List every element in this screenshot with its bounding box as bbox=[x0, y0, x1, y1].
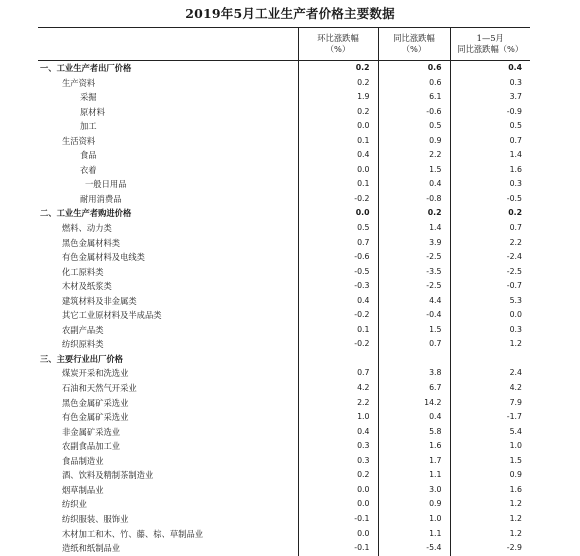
row-ytd-value: 7.9 bbox=[450, 396, 530, 411]
row-mom-value: 0.7 bbox=[298, 366, 378, 381]
row-ytd-value: 1.4 bbox=[450, 148, 530, 163]
row-label: 农副食品加工业 bbox=[62, 441, 121, 452]
row-yoy-value: 1.7 bbox=[378, 454, 450, 469]
row-label: 一般日用品 bbox=[85, 179, 127, 190]
row-mom-value: -0.2 bbox=[298, 308, 378, 323]
table-row bbox=[38, 381, 530, 396]
row-yoy-value: 3.9 bbox=[378, 236, 450, 251]
row-ytd-value: 0.3 bbox=[450, 323, 530, 338]
table-row bbox=[38, 527, 530, 542]
row-label: 木材加工和木、竹、藤、棕、草制品业 bbox=[62, 528, 204, 539]
row-label: 生产资料 bbox=[62, 77, 96, 88]
row-yoy-value: 1.0 bbox=[378, 512, 450, 527]
table-row bbox=[38, 163, 530, 178]
row-label: 建筑材料及非金属类 bbox=[62, 295, 137, 306]
row-mom-value: 2.2 bbox=[298, 396, 378, 411]
row-label: 有色金属矿采选业 bbox=[62, 412, 129, 423]
table-row bbox=[38, 497, 530, 512]
row-mom-value: -0.2 bbox=[298, 337, 378, 352]
row-mom-value: 0.0 bbox=[298, 497, 378, 512]
row-ytd-value: 5.4 bbox=[450, 425, 530, 440]
table-row bbox=[38, 134, 530, 149]
row-ytd-value: -2.9 bbox=[450, 541, 530, 556]
row-mom-value: 0.4 bbox=[298, 148, 378, 163]
table-row bbox=[38, 352, 530, 367]
row-ytd-value: 1.2 bbox=[450, 512, 530, 527]
table-row bbox=[38, 250, 530, 265]
row-yoy-value: 0.2 bbox=[378, 206, 450, 221]
table-row bbox=[38, 105, 530, 120]
table-row bbox=[38, 265, 530, 280]
table-row bbox=[38, 439, 530, 454]
row-mom-value: 0.2 bbox=[298, 468, 378, 483]
row-mom-value: -0.2 bbox=[298, 192, 378, 207]
header-item-column bbox=[38, 28, 298, 61]
row-ytd-value: -0.9 bbox=[450, 105, 530, 120]
row-yoy-value: 3.0 bbox=[378, 483, 450, 498]
row-label: 一、工业生产者出厂价格 bbox=[40, 63, 132, 73]
row-yoy-value: 0.9 bbox=[378, 497, 450, 512]
row-yoy-value: 3.8 bbox=[378, 366, 450, 381]
table-row bbox=[38, 410, 530, 425]
row-label: 煤炭开采和洗选业 bbox=[62, 368, 129, 379]
row-mom-value: 0.0 bbox=[298, 206, 378, 221]
row-mom-value: 4.2 bbox=[298, 381, 378, 396]
row-label: 耐用消费品 bbox=[80, 193, 122, 204]
header-yoy-line2: （%） bbox=[401, 44, 427, 54]
row-label: 衣着 bbox=[80, 164, 97, 175]
row-yoy-value: 1.1 bbox=[378, 468, 450, 483]
row-mom-value: 0.1 bbox=[298, 134, 378, 149]
row-ytd-value: 4.2 bbox=[450, 381, 530, 396]
row-mom-value: -0.6 bbox=[298, 250, 378, 265]
row-ytd-value: 1.2 bbox=[450, 527, 530, 542]
row-ytd-value bbox=[450, 352, 530, 367]
row-yoy-value: -2.5 bbox=[378, 250, 450, 265]
row-ytd-value: 0.4 bbox=[450, 61, 530, 76]
row-yoy-value: 1.5 bbox=[378, 323, 450, 338]
row-yoy-value: 1.5 bbox=[378, 163, 450, 178]
row-yoy-value: 4.4 bbox=[378, 294, 450, 309]
table-row bbox=[38, 454, 530, 469]
table-row bbox=[38, 221, 530, 236]
row-mom-value: -0.1 bbox=[298, 541, 378, 556]
row-ytd-value: 0.5 bbox=[450, 119, 530, 134]
table-header bbox=[38, 28, 530, 61]
row-mom-value: 0.1 bbox=[298, 177, 378, 192]
table-row bbox=[38, 177, 530, 192]
row-yoy-value: 1.6 bbox=[378, 439, 450, 454]
header-mom-line2: （%） bbox=[325, 44, 351, 54]
row-ytd-value: 1.6 bbox=[450, 163, 530, 178]
row-mom-value: 0.5 bbox=[298, 221, 378, 236]
header-ytd-line2: 同比涨跌幅（%） bbox=[457, 44, 524, 54]
row-ytd-value: 1.2 bbox=[450, 497, 530, 512]
row-yoy-value: 0.4 bbox=[378, 410, 450, 425]
table-row bbox=[38, 396, 530, 411]
row-mom-value: 0.2 bbox=[298, 105, 378, 120]
row-ytd-value: 3.7 bbox=[450, 90, 530, 105]
row-yoy-value: 14.2 bbox=[378, 396, 450, 411]
row-ytd-value: 0.0 bbox=[450, 308, 530, 323]
row-yoy-value: 1.4 bbox=[378, 221, 450, 236]
row-ytd-value: 0.9 bbox=[450, 468, 530, 483]
row-mom-value: 0.2 bbox=[298, 76, 378, 91]
row-label: 化工原料类 bbox=[62, 266, 104, 277]
row-mom-value: 1.9 bbox=[298, 90, 378, 105]
row-ytd-value: -2.5 bbox=[450, 265, 530, 280]
header-yoy-line1: 同比涨跌幅 bbox=[393, 33, 435, 43]
row-ytd-value: 0.3 bbox=[450, 76, 530, 91]
row-yoy-value: 6.1 bbox=[378, 90, 450, 105]
row-label: 采掘 bbox=[80, 92, 97, 103]
row-mom-value: -0.3 bbox=[298, 279, 378, 294]
row-mom-value: 0.3 bbox=[298, 439, 378, 454]
row-label: 燃料、动力类 bbox=[62, 223, 112, 234]
row-mom-value: -0.1 bbox=[298, 512, 378, 527]
row-yoy-value: -5.4 bbox=[378, 541, 450, 556]
table-row bbox=[38, 206, 530, 221]
table-row bbox=[38, 236, 530, 251]
row-yoy-value: 6.7 bbox=[378, 381, 450, 396]
table-row bbox=[38, 76, 530, 91]
row-yoy-value: 0.6 bbox=[378, 76, 450, 91]
table-row bbox=[38, 512, 530, 527]
row-label: 黑色金属矿采选业 bbox=[62, 397, 129, 408]
header-ytd bbox=[450, 28, 530, 61]
row-label: 有色金属材料及电线类 bbox=[62, 252, 145, 263]
table-row bbox=[38, 541, 530, 556]
table-row bbox=[38, 468, 530, 483]
row-label: 黑色金属材料类 bbox=[62, 237, 121, 248]
row-label: 加工 bbox=[80, 121, 97, 132]
row-mom-value: 0.0 bbox=[298, 163, 378, 178]
row-yoy-value: -0.8 bbox=[378, 192, 450, 207]
table-row bbox=[38, 119, 530, 134]
table-row bbox=[38, 483, 530, 498]
row-label: 其它工业原材料及半成品类 bbox=[62, 310, 162, 321]
row-mom-value: 0.4 bbox=[298, 425, 378, 440]
row-yoy-value: 1.1 bbox=[378, 527, 450, 542]
row-label: 食品 bbox=[80, 150, 97, 161]
row-ytd-value: 1.6 bbox=[450, 483, 530, 498]
row-label: 造纸和纸制品业 bbox=[62, 543, 121, 554]
row-yoy-value: -0.6 bbox=[378, 105, 450, 120]
row-mom-value: 0.7 bbox=[298, 236, 378, 251]
row-label: 石油和天然气开采业 bbox=[62, 383, 137, 394]
header-ytd-line1: 1—5月 bbox=[476, 33, 504, 43]
header-mom bbox=[298, 28, 378, 61]
row-mom-value: 0.2 bbox=[298, 61, 378, 76]
table-row bbox=[38, 192, 530, 207]
row-ytd-value: 0.3 bbox=[450, 177, 530, 192]
row-mom-value: 0.0 bbox=[298, 119, 378, 134]
row-label: 木材及纸浆类 bbox=[62, 281, 112, 292]
row-yoy-value: -3.5 bbox=[378, 265, 450, 280]
table-body bbox=[38, 61, 530, 556]
row-label: 纺织原料类 bbox=[62, 339, 104, 350]
header-mom-line1: 环比涨跌幅 bbox=[317, 33, 359, 43]
row-mom-value: 0.0 bbox=[298, 527, 378, 542]
row-label: 原材料 bbox=[80, 106, 105, 117]
table-row bbox=[38, 308, 530, 323]
table-row bbox=[38, 323, 530, 338]
row-ytd-value: 0.2 bbox=[450, 206, 530, 221]
row-ytd-value: 2.2 bbox=[450, 236, 530, 251]
table-row bbox=[38, 61, 530, 76]
table-row bbox=[38, 425, 530, 440]
row-ytd-value: -1.7 bbox=[450, 410, 530, 425]
row-ytd-value: 0.7 bbox=[450, 134, 530, 149]
row-yoy-value: 0.4 bbox=[378, 177, 450, 192]
table-row bbox=[38, 337, 530, 352]
row-ytd-value: 0.7 bbox=[450, 221, 530, 236]
row-label: 非金属矿采选业 bbox=[62, 426, 121, 437]
row-yoy-value: 0.5 bbox=[378, 119, 450, 134]
row-mom-value: 0.1 bbox=[298, 323, 378, 338]
row-ytd-value: -2.4 bbox=[450, 250, 530, 265]
row-yoy-value: 0.7 bbox=[378, 337, 450, 352]
table-row bbox=[38, 366, 530, 381]
row-yoy-value bbox=[378, 352, 450, 367]
row-yoy-value: 0.9 bbox=[378, 134, 450, 149]
price-data-table bbox=[38, 27, 530, 556]
row-label: 二、工业生产者购进价格 bbox=[40, 208, 132, 219]
header-yoy bbox=[378, 28, 450, 61]
table-row bbox=[38, 90, 530, 105]
row-label: 食品制造业 bbox=[62, 455, 104, 466]
row-ytd-value: 1.0 bbox=[450, 439, 530, 454]
row-ytd-value: 1.5 bbox=[450, 454, 530, 469]
document-title: 2019年5月工业生产者价格主要数据 bbox=[185, 6, 395, 21]
row-yoy-value: 2.2 bbox=[378, 148, 450, 163]
row-label: 酒、饮料及精制茶制造业 bbox=[62, 470, 154, 481]
row-ytd-value: 2.4 bbox=[450, 366, 530, 381]
row-label: 纺织业 bbox=[62, 499, 87, 510]
row-yoy-value: -0.4 bbox=[378, 308, 450, 323]
row-label: 农副产品类 bbox=[62, 324, 104, 335]
row-label: 纺织服装、服饰业 bbox=[62, 513, 129, 524]
row-mom-value: 1.0 bbox=[298, 410, 378, 425]
row-label: 三、主要行业出厂价格 bbox=[40, 353, 123, 364]
row-ytd-value: 1.2 bbox=[450, 337, 530, 352]
row-ytd-value: 5.3 bbox=[450, 294, 530, 309]
row-yoy-value: -2.5 bbox=[378, 279, 450, 294]
row-mom-value: 0.4 bbox=[298, 294, 378, 309]
row-ytd-value: -0.5 bbox=[450, 192, 530, 207]
row-mom-value: 0.3 bbox=[298, 454, 378, 469]
row-mom-value: 0.0 bbox=[298, 483, 378, 498]
header-row bbox=[38, 28, 530, 61]
row-ytd-value: -0.7 bbox=[450, 279, 530, 294]
table-row bbox=[38, 279, 530, 294]
row-label: 生活资料 bbox=[62, 135, 96, 146]
row-yoy-value: 0.6 bbox=[378, 61, 450, 76]
row-mom-value bbox=[298, 352, 378, 367]
row-mom-value: -0.5 bbox=[298, 265, 378, 280]
table-row bbox=[38, 294, 530, 309]
row-label: 烟草制品业 bbox=[62, 484, 104, 495]
table-row bbox=[38, 148, 530, 163]
row-yoy-value: 5.8 bbox=[378, 425, 450, 440]
